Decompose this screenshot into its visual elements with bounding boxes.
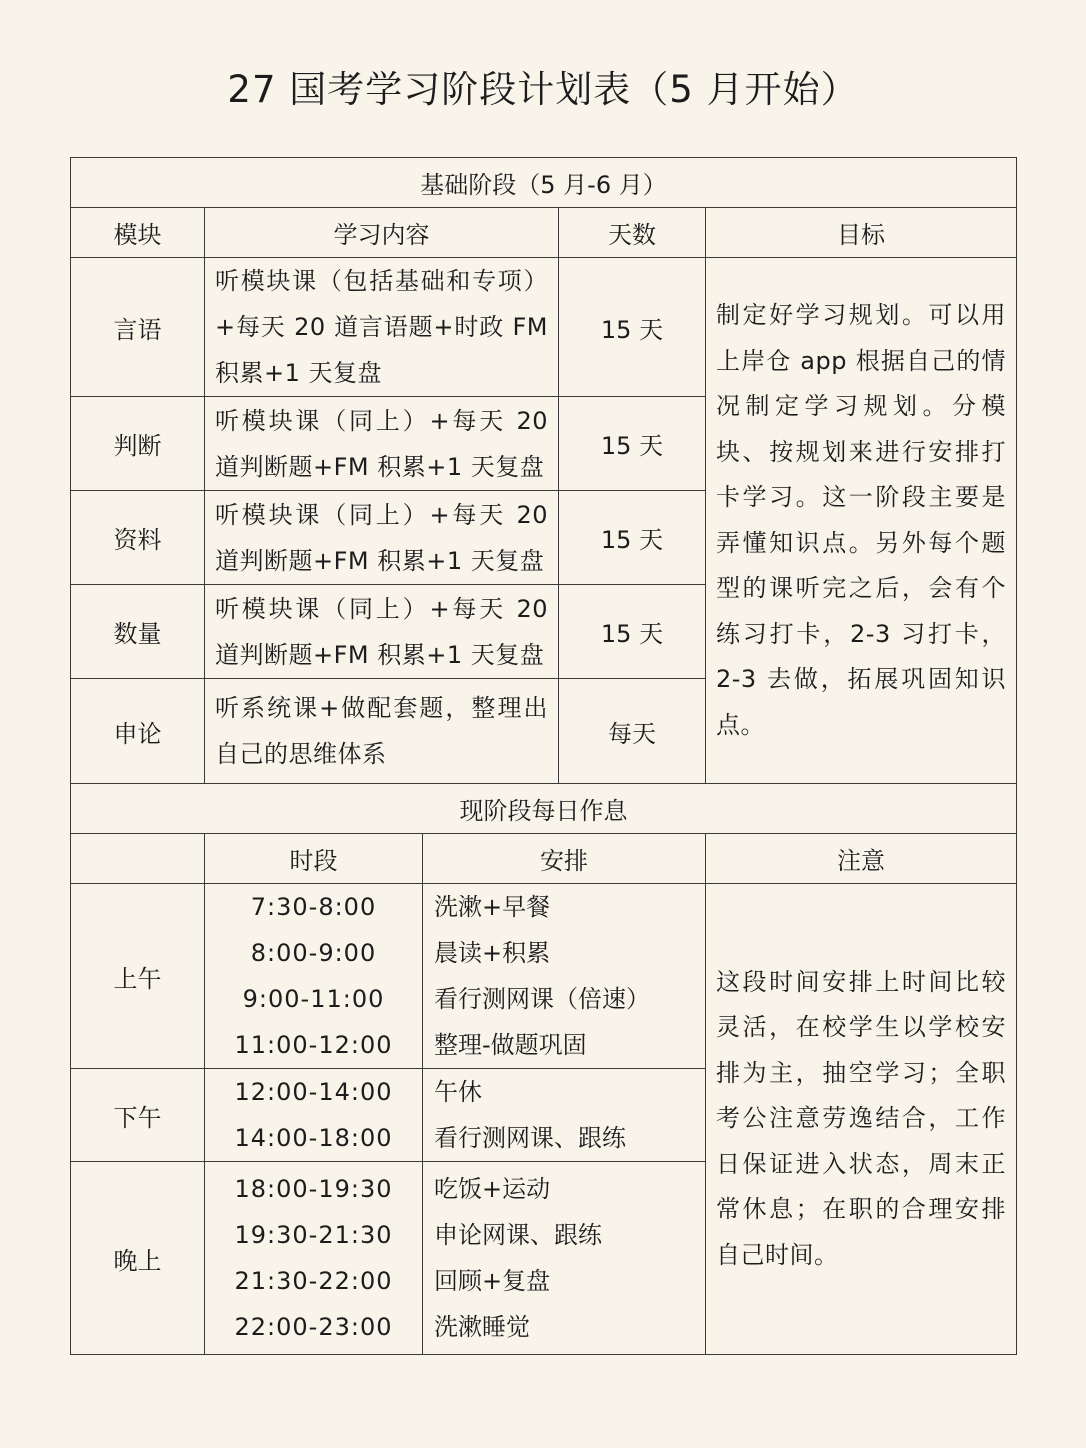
time-slot: 9:00-11:00 (242, 985, 385, 1013)
days-cell: 15 天 (559, 397, 706, 491)
module-cell: 申论 (71, 679, 205, 784)
period-cell-evening: 晚上 (71, 1162, 205, 1355)
content-cell: 听模块课（同上）+每天 20 道判断题+FM 积累+1 天复盘 (205, 397, 559, 491)
content-cell: 听模块课（包括基础和专项）+每天 20 道言语题+时政 FM 积累+1 天复盘 (205, 258, 559, 397)
column-header-note: 注意 (706, 834, 1017, 884)
column-header-content: 学习内容 (205, 208, 559, 258)
column-header-arrangement: 安排 (423, 834, 706, 884)
column-header-module: 模块 (71, 208, 205, 258)
plan-section-heading: 基础阶段（5 月-6 月） (71, 158, 1017, 208)
time-slots-cell (205, 884, 423, 1069)
days-cell: 15 天 (559, 258, 706, 397)
days-cell: 每天 (559, 679, 706, 784)
note-cell: 这段时间安排上时间比较灵活，在校学生以学校安排为主，抽空学习；全职考公注意劳逸结合，工作日保证进入状态，周末正常休息；在职的合理安排自己时间。 (706, 884, 1017, 1355)
task-item: 洗漱+早餐 (434, 893, 551, 921)
task-item: 吃饭+运动 (434, 1175, 551, 1203)
period-cell-afternoon: 下午 (71, 1069, 205, 1162)
column-header-days: 天数 (559, 208, 706, 258)
task-list-cell (423, 1162, 706, 1355)
schedule-section-heading: 现阶段每日作息 (71, 784, 1017, 834)
page-title: 27 国考学习阶段计划表（5 月开始） (227, 68, 859, 111)
goal-cell: 制定好学习规划。可以用上岸仓 app 根据自己的情况制定学习规划。分模块、按规划来进行安排打卡学习。这一阶段主要是弄懂知识点。另外每个题型的课听完之后，会有个练习打卡，2-3 习打卡，2-3 去做，拓展巩固知识点。 (706, 258, 1017, 784)
module-cell: 判断 (71, 397, 205, 491)
column-header-time: 时段 (205, 834, 423, 884)
period-cell-morning: 上午 (71, 884, 205, 1069)
module-cell: 数量 (71, 585, 205, 679)
content-cell: 听系统课+做配套题，整理出自己的思维体系 (205, 679, 559, 784)
task-item: 晨读+积累 (434, 939, 551, 967)
module-cell: 资料 (71, 491, 205, 585)
column-header-period (71, 834, 205, 884)
study-plan-table (70, 157, 1017, 1355)
days-cell: 15 天 (559, 585, 706, 679)
task-list-cell (423, 884, 706, 1069)
table-row (71, 884, 1017, 1069)
task-item: 申论网课、跟练 (434, 1221, 602, 1249)
task-item: 午休 (434, 1078, 482, 1106)
task-item: 回顾+复盘 (434, 1267, 551, 1295)
time-slot: 22:00-23:00 (234, 1313, 393, 1341)
time-slot: 7:30-8:00 (250, 893, 377, 921)
time-slot: 11:00-12:00 (234, 1031, 393, 1059)
days-cell: 15 天 (559, 491, 706, 585)
content-cell: 听模块课（同上）+每天 20 道判断题+FM 积累+1 天复盘 (205, 585, 559, 679)
time-slot: 21:30-22:00 (234, 1267, 393, 1295)
task-item: 看行测网课（倍速） (434, 985, 650, 1013)
time-slot: 14:00-18:00 (234, 1124, 393, 1152)
task-list-cell (423, 1069, 706, 1162)
column-header-goal: 目标 (706, 208, 1017, 258)
time-slot: 12:00-14:00 (234, 1078, 393, 1106)
time-slot: 19:30-21:30 (234, 1221, 393, 1249)
content-cell: 听模块课（同上）+每天 20 道判断题+FM 积累+1 天复盘 (205, 491, 559, 585)
module-cell: 言语 (71, 258, 205, 397)
time-slot: 8:00-9:00 (250, 939, 377, 967)
task-item: 整理-做题巩固 (434, 1031, 587, 1059)
time-slots-cell (205, 1162, 423, 1355)
task-item: 洗漱睡觉 (434, 1313, 530, 1341)
task-item: 看行测网课、跟练 (434, 1124, 626, 1152)
time-slots-cell (205, 1069, 423, 1162)
time-slot: 18:00-19:30 (234, 1175, 393, 1203)
table-row (71, 258, 1017, 397)
